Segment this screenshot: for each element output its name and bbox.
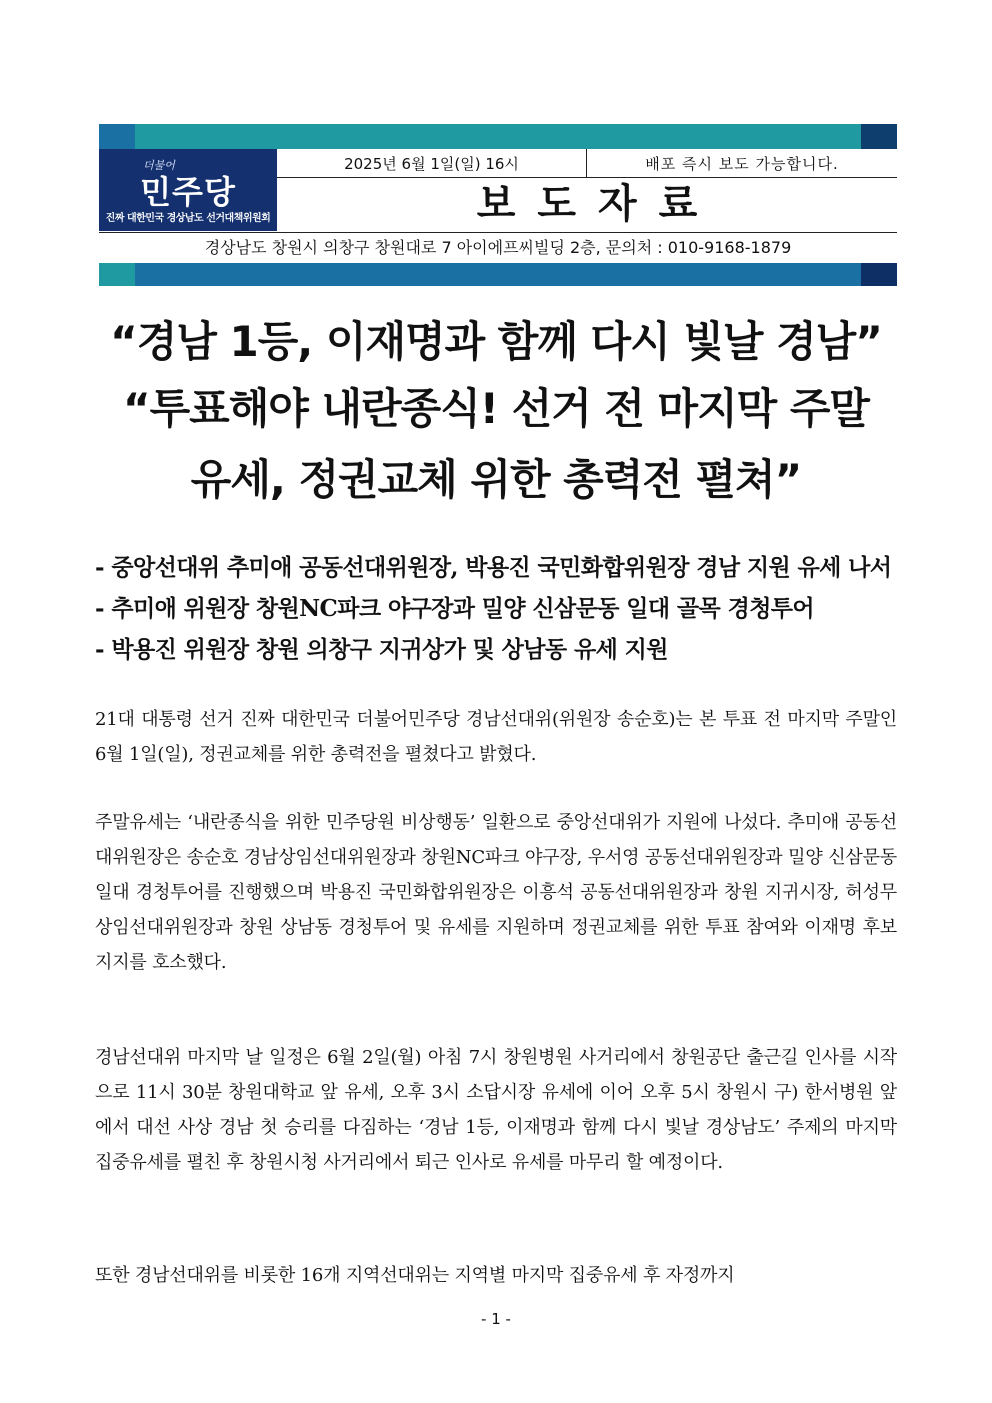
headline-line-3: 유세, 정권교체 위한 총력전 펼쳐” xyxy=(190,455,802,504)
release-date: 2025년 6월 1일(일) 16시 xyxy=(277,149,587,177)
headline-line-1: “경남 1등, 이재명과 함께 다시 빛날 경남” xyxy=(110,317,882,366)
party-logo xyxy=(99,149,277,231)
body-paragraph-3: 경남선대위 마지막 날 일정은 6월 2일(월) 아침 7시 창원병원 사거리에서 창원공단 출근길 인사를 시작으로 11시 30분 창원대학교 앞 유세, 오후 3시 소답시장 유세에 이어 오후 5시 창원시 구) 한서병원 앞에서 대선 사상 경남 첫 승리를 다짐하는 ‘경남 1등, 이재명과 함께 다시 빛날 경상남도’ 주제의 마지막 집중유세를 펼친 후 창원시청 사거리에서 퇴근 인사로 유세를 마무리 할 예정이다. xyxy=(95,1047,897,1173)
logo-party-name: 민주당 xyxy=(140,173,236,211)
contact-address: 경상남도 창원시 의창구 창원대로 7 아이에프씨빌딩 2층, 문의처 : 010-9168-1879 xyxy=(99,232,897,263)
subheadings xyxy=(95,547,905,670)
subheading-1: - 중앙선대위 추미애 공동선대위원장, 박용진 국민화합위원장 경남 지원 유세 나서 xyxy=(95,554,892,581)
body-paragraph-2: 주말유세는 ‘내란종식을 위한 민주당원 비상행동’ 일환으로 중앙선대위가 지원에 나섰다. 추미애 공동선대위원장은 송순호 경남상임선대위원장과 창원NC파크 야구장, 우서영 공동선대위원장과 밀양 신삼문동 일대 경청투어를 진행했으며 박용진 국민화합위원장은 이흥석 공동선대위원장과 창원 지귀시장, 허성무 상임선대위원장과 창원 상남동 경청투어 및 유세를 지원하며 정권교체를 위한 투표 참여와 이재명 후보 지지를 호소했다. xyxy=(95,812,897,973)
subheading-3: - 박용진 위원장 창원 의창구 지귀상가 및 상남동 유세 지원 xyxy=(95,636,668,663)
logo-small-text: 더불어 xyxy=(143,159,175,172)
press-release-header xyxy=(99,124,897,286)
page-number: - 1 - xyxy=(481,1310,511,1328)
document-title: 보도자료 xyxy=(476,181,720,227)
headline-line-2: “투표해야 내란종식! 선거 전 마지막 주말 xyxy=(122,384,870,433)
subheading-2: - 추미애 위원장 창원NC파크 야구장과 밀양 신삼문동 일대 골목 경청투어 xyxy=(95,595,815,622)
release-embargo: 배포 즉시 보도 가능합니다. xyxy=(645,155,839,173)
header-color-band-top xyxy=(99,124,897,149)
logo-committee-name: 진짜 대한민국 경상남도 선거대책위원회 xyxy=(105,213,271,224)
body-paragraph-1: 21대 대통령 선거 진짜 대한민국 더불어민주당 경남선대위(위원장 송순호)는 본 투표 전 마지막 주말인 6월 1일(일), 정권교체를 위한 총력전을 펼쳤다고 밝혔다. xyxy=(95,709,897,765)
info-row xyxy=(277,149,897,178)
body-paragraph-4: 또한 경남선대위를 비롯한 16개 지역선대위는 지역별 마지막 집중유세 후 자정까지 xyxy=(95,1265,735,1286)
header-color-band-bottom xyxy=(99,263,897,286)
